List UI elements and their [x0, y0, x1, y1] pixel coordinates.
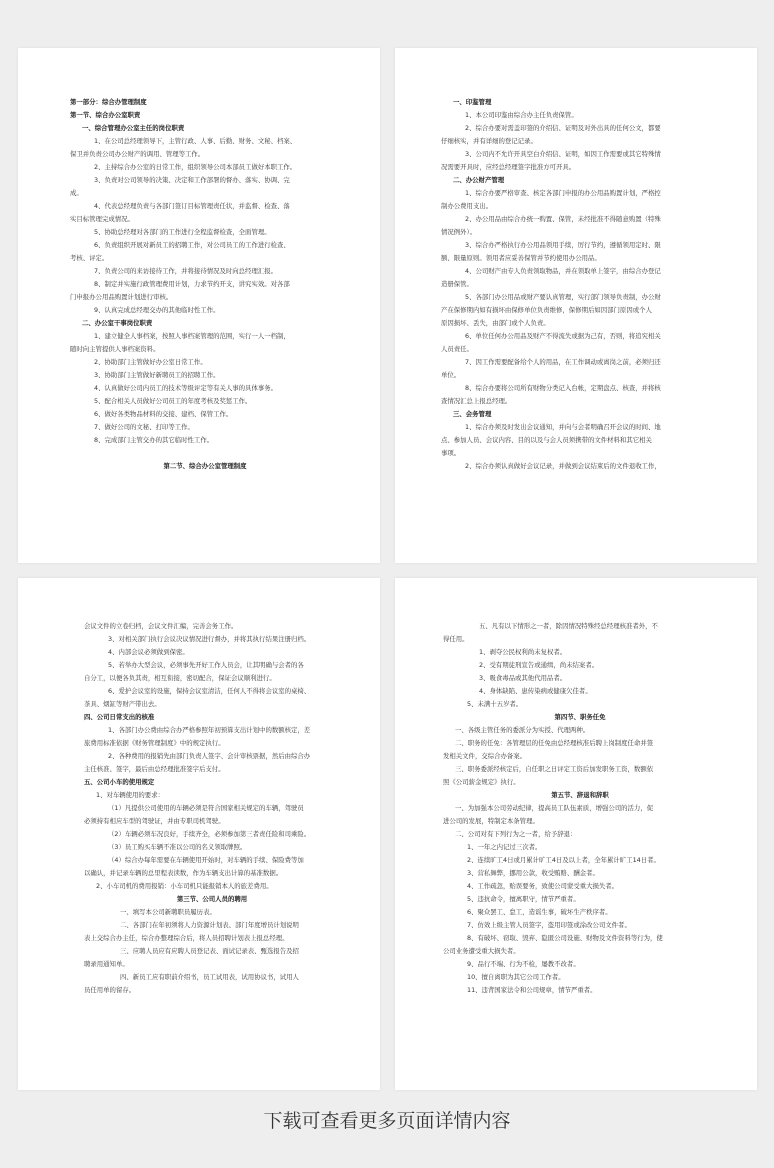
text-line: 五、凡有以下情形之一者，除因情况特殊经总经理核准者外，不: [479, 622, 658, 630]
text-line: 员任用单的留存。: [84, 986, 136, 994]
text-line: 产在保修期内如有损坏由保修单位负责维修，保修期后如因部门原因或个人: [441, 306, 652, 314]
text-line: 9、认真完成总经理交办的其他临时性工作。: [94, 306, 220, 314]
text-line: 三、应聘人员应有应聘人员登记表、面试记录表、甄选报告及招: [120, 947, 299, 955]
text-line: 8、完成部门主管交办的其它临时性工作。: [94, 436, 214, 444]
text-line: 5、未满十五岁者。: [467, 700, 523, 708]
text-line: 4、公司财产由专人负责领取物品，并在领取单上签字，由综合办登记: [465, 267, 661, 275]
section-heading: 五、公司小车的使用规定: [84, 778, 155, 786]
text-line: 3、吸食毒品或其他代用品者。: [479, 674, 567, 682]
text-line: 4、代表总经理负责与各部门签订目标管理责任状，并监督、检查、落: [94, 202, 290, 210]
text-line: 5、违抗命令，擅离职守，情节严重者。: [467, 895, 580, 903]
text-line: 1、剥夺公民权利尚未复权者。: [479, 648, 567, 656]
text-line: 1、在公司总经理领导下，主管行政、人事、后勤、财务、文秘、档案、: [94, 137, 297, 145]
text-line: 1、对车辆使用的要求：: [96, 791, 164, 799]
text-line: 6、聚众罢工、怠工，造谣生事，破坏生产秩序者。: [467, 908, 612, 916]
section-heading: 第四节、职务任免: [554, 713, 606, 721]
text-line: 10、擅自离职为其它公司工作者。: [467, 973, 565, 981]
text-line: 点、参加人员、会议内容、目的以及与会人员须携带的文件材料和其它相关: [441, 436, 652, 444]
text-line: 4、身体缺陷、患传染病或健康欠佳者。: [479, 687, 592, 695]
text-line: 仔细核实，并有详细的登记记录。: [441, 137, 537, 145]
text-line: 聘录用通知单。: [84, 960, 129, 968]
text-line: [70, 447, 340, 460]
text-line: 7、做好公司的文秘、打印等工作。: [94, 423, 194, 431]
text-line: （3）员工购买车辆不准以公司的名义领取牌照。: [108, 843, 247, 851]
text-line: 1、各部门办公费由综合办严格参照年初预算支出计划中的数额核定，差: [108, 726, 311, 734]
text-line: 公司业务遭受重大损失者。: [443, 947, 520, 955]
document-page-4: [395, 578, 757, 1090]
text-line: 2、办公用品由综合办统一购置、保管，未经批准不得随意购置（特殊: [465, 215, 661, 223]
text-line: （2）车辆必须车况良好，手续齐全，必须参加第三者责任险和司乘险。: [108, 830, 311, 838]
text-line: 情况例外）。: [441, 228, 477, 236]
text-line: 7、因工作需要配备给个人的用品，在工作调动或离岗之前，必须归还: [465, 358, 661, 366]
text-line: 一、为加强本公司劳动纪律，提高员工队伍素质，增强公司的活力，促: [455, 804, 654, 812]
section-heading: 三、会务管理: [453, 410, 492, 418]
text-line: 8、有破坏、窃取、毁弃、隐匿公司设施、财物及文件资料等行为，使: [467, 934, 663, 942]
section-heading: 第五节、辞退和辞职: [551, 791, 609, 799]
section-heading: 四、公司日常支出的核准: [84, 713, 155, 721]
text-line: 二、各部门在年初须将人力资源计划表、部门年度增员计划说明: [120, 921, 299, 929]
section-heading: 一、综合管理办公室主任的岗位职责: [82, 124, 185, 132]
text-line: 成。: [70, 189, 83, 197]
text-line: 实目标管理完成情况。: [70, 215, 134, 223]
text-line: （4）综合办每年需要在车辆使用开始时，对车辆的手续、保险费等加: [108, 856, 304, 864]
text-line: 5、若举办大型会议，必须事先开好工作人员会，让其明确与会者的各: [108, 661, 304, 669]
document-page-3: [18, 578, 380, 1090]
section-heading: 一、印鉴管理: [453, 98, 492, 106]
text-line: 5、各部门办公用品或财产要认真管理，实行部门领导负责制，办公财: [465, 293, 661, 301]
text-line: 2、主持综合办公室的日常工作，组织领导公司本部员工做好本职工作。: [94, 163, 297, 171]
text-line: 2、协助部门主管做好办公室日常工作。: [94, 358, 207, 366]
text-line: 表上交综合办主任，综合办整理综合后，将人员招聘计划表上报总经理。: [84, 934, 289, 942]
text-line: 3、公司内不允许开具空白介绍信、证明，如因工作需要或其它特殊情: [465, 150, 661, 158]
text-line: 一、各级主管任务的委派分为实授、代理两种。: [455, 726, 590, 734]
text-line: 保卫并负责公司办公财产的调用、管理等工作。: [70, 150, 205, 158]
text-line: 1、建立健全人事档案，按照人事档案管理的范围，实行一人一档制，: [94, 332, 290, 340]
download-hint-text: 下载可查看更多页面详情内容: [263, 1110, 511, 1132]
text-line: 二、职务的任免：各管理层的任免由总经理核准后聘上岗制度任命并签: [455, 739, 654, 747]
text-line: 必须持有相应车型的驾驶证，并由专职司机驾驶。: [84, 817, 225, 825]
text-line: 9、品行不端、行为不检，屡教不改者。: [467, 960, 580, 968]
section-heading: 第一节、综合办公室职责: [70, 111, 141, 119]
text-line: 二、公司对有下列行为之一者，给予辞退：: [455, 830, 577, 838]
text-line: 2、各种费用的报销先由部门负责人签字、会计审核票据，然后由综合办: [108, 752, 311, 760]
text-line: 额、限量原则。领用者应妥善保管并节约使用办公用品。: [441, 254, 601, 262]
text-line: 门申报办公用品购置计划进行审核。: [70, 293, 173, 301]
text-line: 1、综合办须及时发出会议通知，并向与会者明确召开会议的时间、地: [465, 423, 661, 431]
text-line: 7、负责公司的来访接待工作，并将接待情况及时向总经理汇报。: [94, 267, 278, 275]
text-line: 11、违背国家法令和公司规章，情节严重者。: [467, 986, 597, 994]
text-line: 2、受有期徒刑宣告或通缉，尚未结案者。: [479, 661, 599, 669]
text-line: 旅费用标准依据《财务管理制度》中的规定执行。: [84, 739, 225, 747]
text-line: 发相关文件，交综合办备案。: [443, 752, 527, 760]
text-line: 8、综合办要将公司所有财物分类记入台帐，定期盘点、核查，并将核: [465, 384, 661, 392]
text-line: 事项。: [441, 449, 461, 457]
text-line: 6、负责组织开展对新员工的招聘工作，对公司员工的工作进行检查、: [94, 241, 290, 249]
text-line: 2、综合办要对需盖印签的介绍信、证明及对外出具的任何公文，都要: [465, 124, 661, 132]
document-page-1: [18, 48, 380, 563]
text-line: 一、填写本公司新聘职员履历表。: [120, 908, 216, 916]
text-line: 6、爱护会议室的设施，保持会议室清洁，任何人不得将会议室的桌椅、: [108, 687, 311, 695]
text-line: 照《公司薪金规定》执行。: [443, 778, 520, 786]
text-line: 会议文件的立卷归档，会议文件汇编，完善会务工作。: [84, 622, 238, 630]
text-line: 3、综合办严格执行办公用品领用手续，厉行节约，遵循领用定时、限: [465, 241, 661, 249]
text-line: 主任核准、签字，最后由总经理批准签字后支付。: [84, 765, 225, 773]
text-line: 原因损坏、丢失，由部门或个人负责。: [441, 319, 550, 327]
text-line: 6、单位任何办公用品及财产不得流失或据为己有，否则，将追究相关: [465, 332, 661, 340]
section-heading: 第一部分：综合办管理制度: [70, 98, 147, 106]
text-line: 2、综合办须认真做好会议记录，并做到会议结束后的文件退收工作，: [465, 462, 661, 470]
text-line: 3、协助部门主管做好新聘员工的招聘工作。: [94, 371, 220, 379]
text-line: 考核、评定。: [70, 254, 109, 262]
section-heading: 二、办公室干事岗位职责: [82, 319, 153, 327]
text-line: 三、职务委派经核定后，自任职之日评定工资后加发职务工资，数额依: [455, 765, 654, 773]
text-line: 3、负责对公司领导的决策、决定和工作部署的督办、落实、协调、完: [94, 176, 290, 184]
text-line: 单位。: [441, 371, 461, 379]
text-line: 2、连续旷工4日或月累计旷工4日及以上者，全年累计旷工14日者。: [467, 856, 660, 864]
text-line: 得任用。: [443, 635, 469, 643]
text-line: （1）凡提供公司使用的车辆必须是符合国家相关规定的车辆，驾驶员: [108, 804, 304, 812]
text-line: 造册保管。: [441, 280, 473, 288]
text-line: 1、综合办要严格审查、核定各部门申报的办公用品购置计划，严格控: [465, 189, 661, 197]
text-line: 4、内部会议必须做到保密。: [108, 648, 189, 656]
text-line: 随时向主管提供人事档案资料。: [70, 345, 160, 353]
text-line: 以确认，并记录车辆的总里程表读数，作为车辆支出计算的基准数据。: [84, 869, 283, 877]
text-line: 1、本公司印鉴由综合办主任负责保管。: [465, 111, 578, 119]
text-line: 制办公费用支出。: [441, 202, 493, 210]
text-line: 查情况汇总上报总经理。: [441, 397, 512, 405]
text-line: 8、制定并实施行政管理费用计划，力求节约开支，讲究实效。对各部: [94, 280, 290, 288]
text-line: 5、配合相关人员做好公司员工的年度考核及奖惩工作。: [94, 397, 252, 405]
text-line: 况需要开具时，应经总经理签字批准方可开具。: [441, 163, 576, 171]
section-heading: 二、办公财产管理: [453, 176, 505, 184]
text-line: 自分工，以便各负其责，相互衔接，密切配合，保证会议顺利进行。: [84, 674, 276, 682]
text-line: 茶具、烟缸等财产带出去。: [84, 700, 161, 708]
text-line: 7、仿效上级主管人员签字，盗用印签或涂改公司文件者。: [467, 921, 631, 929]
text-line: 2、小车司机的费用报销：小车司机只能报销本人的旅差费用。: [96, 882, 273, 890]
text-line: 3、营私舞弊，挪用公款，收受贿赂、酬金者。: [467, 869, 599, 877]
text-line: 进公司的发展，特制定本条管理。: [443, 817, 539, 825]
section-heading: 第三节、公司人员的聘用: [176, 895, 248, 903]
text-line: 6、做好各类物品材料的交接、建档、保管工作。: [94, 410, 233, 418]
text-line: 人员责任。: [441, 345, 473, 353]
text-line: 5、协助总经理对各部门的工作进行全程监督检查，全面管理。: [94, 228, 271, 236]
document-page-2: [395, 48, 757, 563]
text-line: 1、一年之内记过三次者。: [467, 843, 542, 851]
text-line: 4、工作疏忽，贻误要务，致使公司蒙受重大损失者。: [467, 882, 619, 890]
text-line: 3、对相关部门执行会议决议情况进行督办，并将其执行结果注册归档。: [108, 635, 311, 643]
section-heading: 第二节、综合办公室管理制度: [163, 462, 247, 470]
text-line: 四、新员工应有职前介绍书，员工试用表，试用协议书，试用人: [120, 973, 299, 981]
text-line: 4、认真做好公司内员工的技术等级评定等有关人事的具体事务。: [94, 384, 278, 392]
